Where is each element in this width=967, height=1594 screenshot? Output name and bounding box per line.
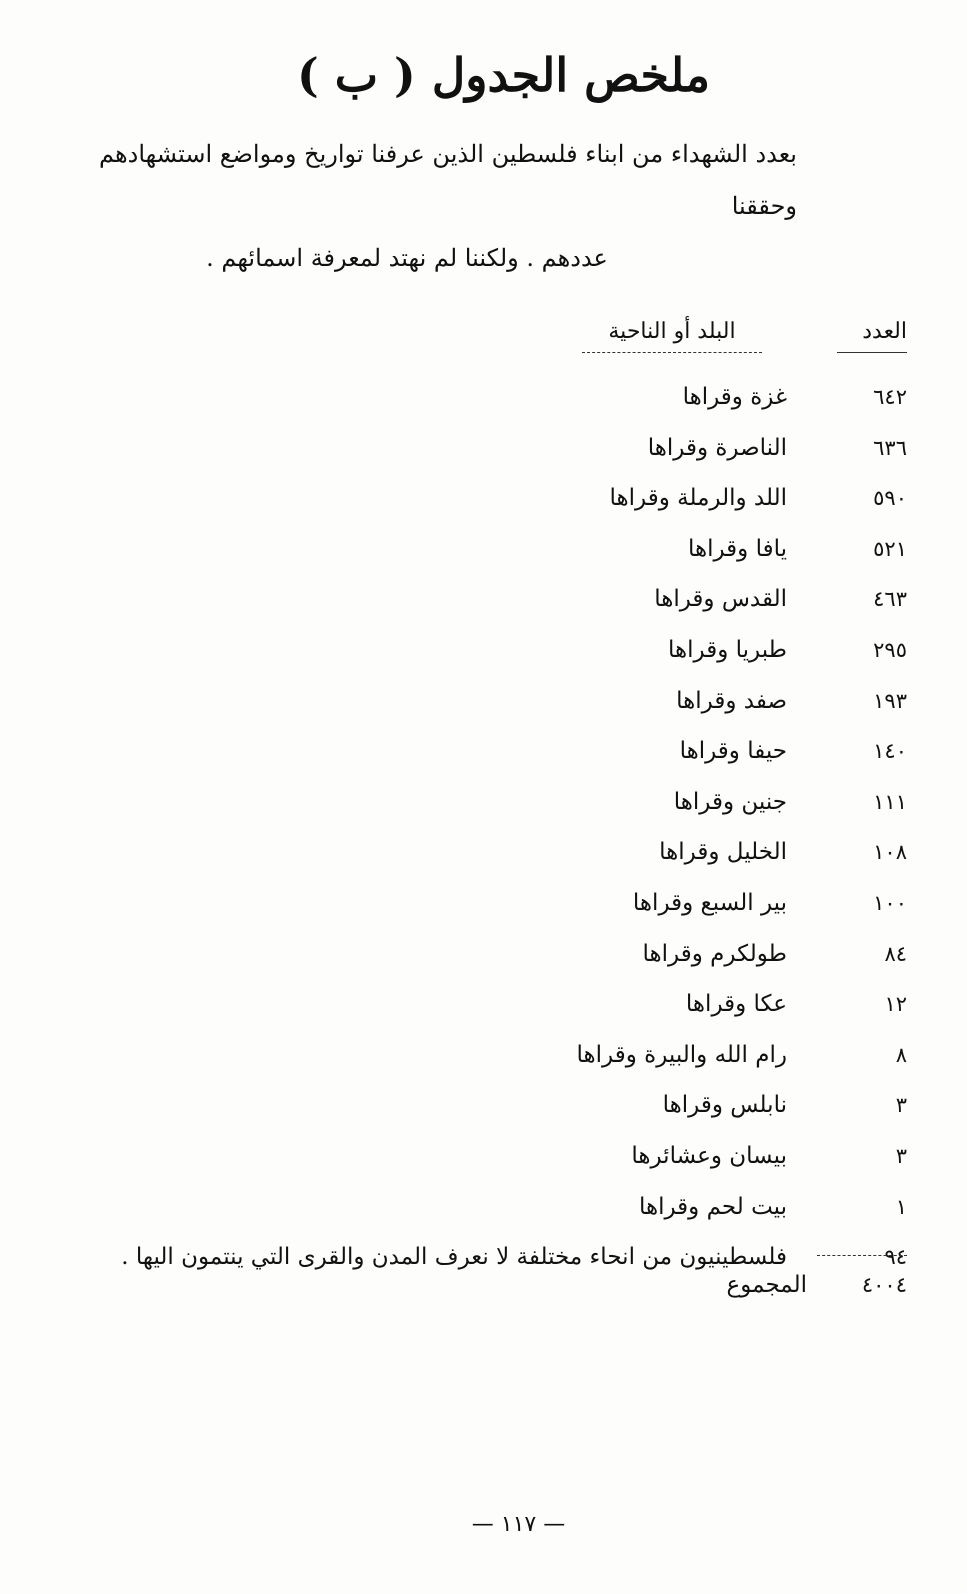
page-title: ملخص الجدول ( ب ): [296, 48, 711, 102]
row-count: ٥٩٠: [873, 486, 907, 511]
row-place: جنين وقراها: [673, 788, 787, 815]
table-row: [0, 524, 967, 575]
table-row: [0, 827, 967, 878]
total-label: المجموع: [726, 1272, 807, 1298]
table-row: [0, 777, 967, 828]
row-count: ١٩٣: [873, 688, 907, 713]
row-count: ٣: [895, 1093, 907, 1118]
table-row: [0, 574, 967, 625]
row-count: ٦٣٦: [873, 435, 907, 460]
summary-table: [0, 372, 967, 1283]
table-row: [0, 1182, 967, 1233]
row-count: ١٠٠: [873, 890, 907, 915]
row-place: الخليل وقراها: [659, 839, 787, 866]
row-place: حيفا وقراها: [679, 738, 787, 765]
table-row: [0, 1080, 967, 1131]
table-row: [0, 372, 967, 423]
row-place: الناصرة وقراها: [647, 434, 787, 461]
total-count: ٤٠٠٤: [861, 1273, 907, 1297]
row-count: ١١١: [873, 789, 907, 814]
row-place: اللد والرملة وقراها: [609, 485, 787, 512]
intro-line-2: عددهم . ولكننا لم نهتد لمعرفة اسمائهم .: [206, 244, 608, 272]
row-place: طبريا وقراها: [668, 636, 787, 663]
row-count: ٨٤: [884, 941, 907, 966]
row-count: ٩٤: [884, 1245, 907, 1270]
row-place: صفد وقراها: [676, 687, 787, 714]
column-header-count: العدد: [837, 312, 907, 353]
row-place: بير السبع وقراها: [632, 889, 787, 916]
row-place: بيت لحم وقراها: [638, 1193, 787, 1220]
row-place: طولكرم وقراها: [642, 940, 787, 967]
row-count: ٦٤٢: [873, 385, 907, 409]
table-row: [0, 929, 967, 980]
row-place: عكا وقراها: [685, 991, 787, 1018]
total-row: [607, 1260, 907, 1310]
row-count: ٨: [895, 1042, 907, 1067]
row-place: القدس وقراها: [654, 586, 787, 613]
row-count: ١٢: [884, 992, 907, 1017]
intro-line-1: بعدد الشهداء من ابناء فلسطين الذين عرفنا تواريخ ومواضع استشهادهم وحققنا: [99, 140, 797, 220]
row-place: نابلس وقراها: [662, 1092, 787, 1119]
row-count: ٤٦٣: [873, 587, 907, 612]
table-row: [0, 878, 967, 929]
row-count: ١: [895, 1194, 907, 1219]
total-divider: [817, 1255, 907, 1256]
row-place: غزة وقراها: [682, 384, 787, 410]
intro-paragraph: [77, 128, 797, 284]
row-place: بيسان وعشائرها: [631, 1142, 787, 1169]
table-row: [0, 726, 967, 777]
table-row: [0, 423, 967, 474]
row-place: فلسطينيون من انحاء مختلفة لا نعرف المدن والقرى التي ينتمون اليها .: [121, 1244, 787, 1271]
row-count: ٢٩٥: [873, 637, 907, 662]
row-place: يافا وقراها: [687, 535, 787, 562]
table-row: [0, 676, 967, 727]
table-row: [0, 473, 967, 524]
table-row: [0, 1030, 967, 1081]
row-count: ٣: [895, 1143, 907, 1168]
page-number: — ١١٧ —: [471, 1512, 566, 1537]
column-header-place: البلد أو الناحية: [582, 312, 762, 353]
row-count: ٥٢١: [873, 536, 907, 561]
row-count: ١٤٠: [873, 739, 907, 764]
table-row: [0, 979, 967, 1030]
table-row: [0, 625, 967, 676]
table-row: [0, 1131, 967, 1182]
row-place: رام الله والبيرة وقراها: [576, 1041, 787, 1068]
row-count: ١٠٨: [873, 840, 907, 865]
